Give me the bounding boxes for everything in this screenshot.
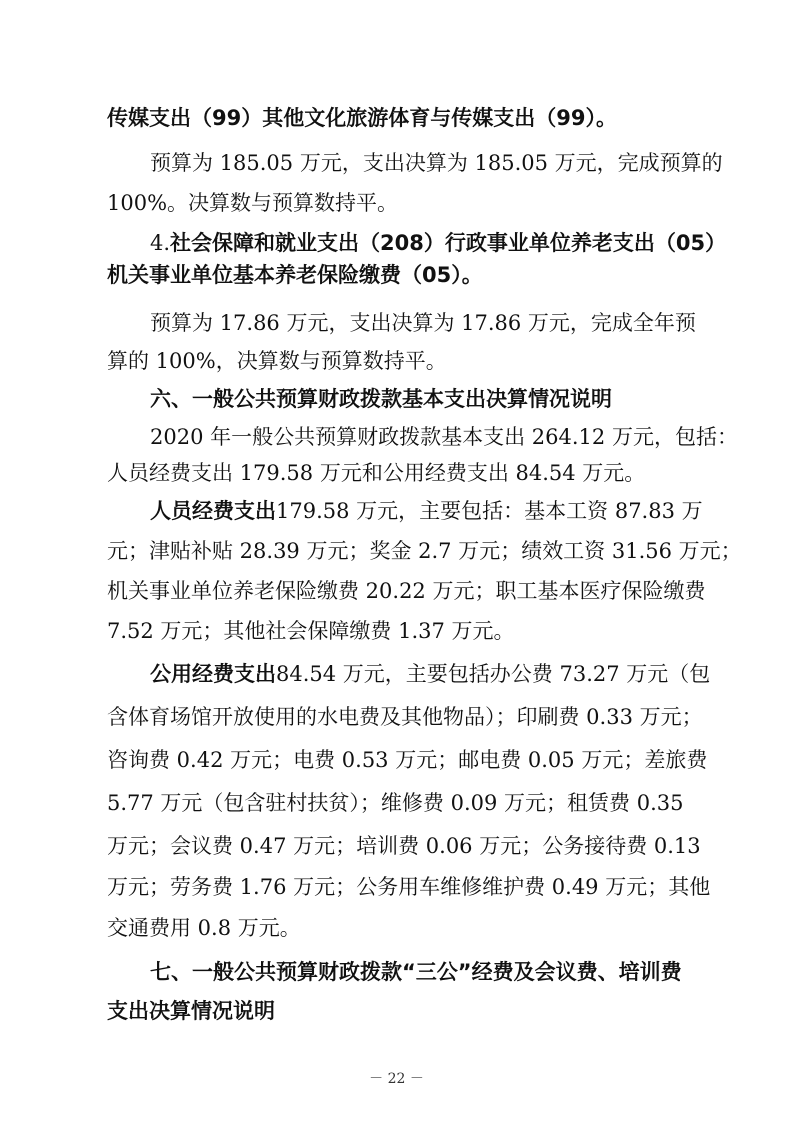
- item-number: 4.: [150, 231, 171, 255]
- personnel-expense-line: [0, 496, 793, 526]
- bold-label: 人员经费支出: [150, 499, 276, 523]
- public-expense-line: [0, 659, 793, 689]
- section-heading-seven-cont: [0, 996, 793, 1026]
- paragraph-line: [0, 788, 793, 818]
- paragraph-line: [0, 576, 793, 606]
- text-line: 元；津贴补贴 28.39 万元；奖金 2.7 万元；绩效工资 31.56 万元；: [107, 539, 742, 563]
- paragraph-line: [0, 872, 793, 902]
- heading-social-security-cont: [0, 260, 793, 290]
- paragraph-line: [0, 913, 793, 943]
- text-line: 84.54 万元，主要包括办公费 73.27 万元（包: [276, 662, 711, 686]
- paragraph-line: [0, 745, 793, 775]
- paragraph-line: [0, 308, 793, 338]
- paragraph-line: [0, 458, 793, 488]
- text-line: 100%。决算数与预算数持平。: [107, 191, 399, 215]
- text-line: 2020 年一般公共预算财政拨款基本支出 264.12 万元，包括：: [150, 425, 738, 449]
- paragraph-line: [0, 702, 793, 732]
- text-line: 支出决算情况说明: [107, 999, 275, 1023]
- text-line: 万元；劳务费 1.76 万元；公务用车维修维护费 0.49 万元；其他: [107, 875, 711, 899]
- text-line: 预算为 185.05 万元，支出决算为 185.05 万元，完成预算的: [150, 151, 723, 175]
- paragraph-line: [0, 831, 793, 861]
- paragraph-line: [0, 148, 793, 178]
- bold-label: 公用经费支出: [150, 662, 276, 686]
- text-line: 算的 100%，决算数与预算数持平。: [107, 349, 447, 373]
- text-line: 机关事业单位基本养老保险缴费（05）。: [107, 263, 483, 287]
- text-line: 七、一般公共预算财政拨款“三公”经费及会议费、培训费: [150, 960, 682, 984]
- text-line: 预算为 17.86 万元，支出决算为 17.86 万元，完成全年预: [150, 311, 696, 335]
- paragraph-line: [0, 422, 793, 452]
- text-line: 交通费用 0.8 万元。: [107, 916, 301, 940]
- section-heading-seven: [0, 957, 793, 987]
- paragraph-line: [0, 188, 793, 218]
- paragraph-line: [0, 346, 793, 376]
- text-line: 5.77 万元（包含驻村扶贫）；维修费 0.09 万元；租赁费 0.35: [107, 791, 684, 815]
- paragraph-line: [0, 536, 793, 566]
- heading-social-security: [0, 228, 793, 258]
- text-line: 含体育场馆开放使用的水电费及其他物品）；印刷费 0.33 万元；: [107, 705, 703, 729]
- text-line: 传媒支出（99）其他文化旅游体育与传媒支出（99）。: [107, 106, 617, 130]
- paragraph-line: [0, 616, 793, 646]
- text-line: 人员经费支出 179.58 万元和公用经费支出 84.54 万元。: [107, 461, 646, 485]
- text-line: 咨询费 0.42 万元；电费 0.53 万元；邮电费 0.05 万元；差旅费: [107, 748, 708, 772]
- text-line: 179.58 万元，主要包括：基本工资 87.83 万: [276, 499, 703, 523]
- text-line: 社会保障和就业支出（208）行政事业单位养老支出（05）: [170, 231, 727, 255]
- text-line: 7.52 万元；其他社会保障缴费 1.37 万元。: [107, 619, 515, 643]
- text-line: 六、一般公共预算财政拨款基本支出决算情况说明: [150, 387, 612, 411]
- text-line: 万元；会议费 0.47 万元；培训费 0.06 万元；公务接待费 0.13: [107, 834, 701, 858]
- section-heading-six: [0, 384, 793, 414]
- heading-media-expenditure: [0, 103, 793, 133]
- page-number: － 22 －: [369, 1071, 424, 1087]
- text-line: 机关事业单位养老保险缴费 20.22 万元；职工基本医疗保险缴费: [107, 579, 706, 603]
